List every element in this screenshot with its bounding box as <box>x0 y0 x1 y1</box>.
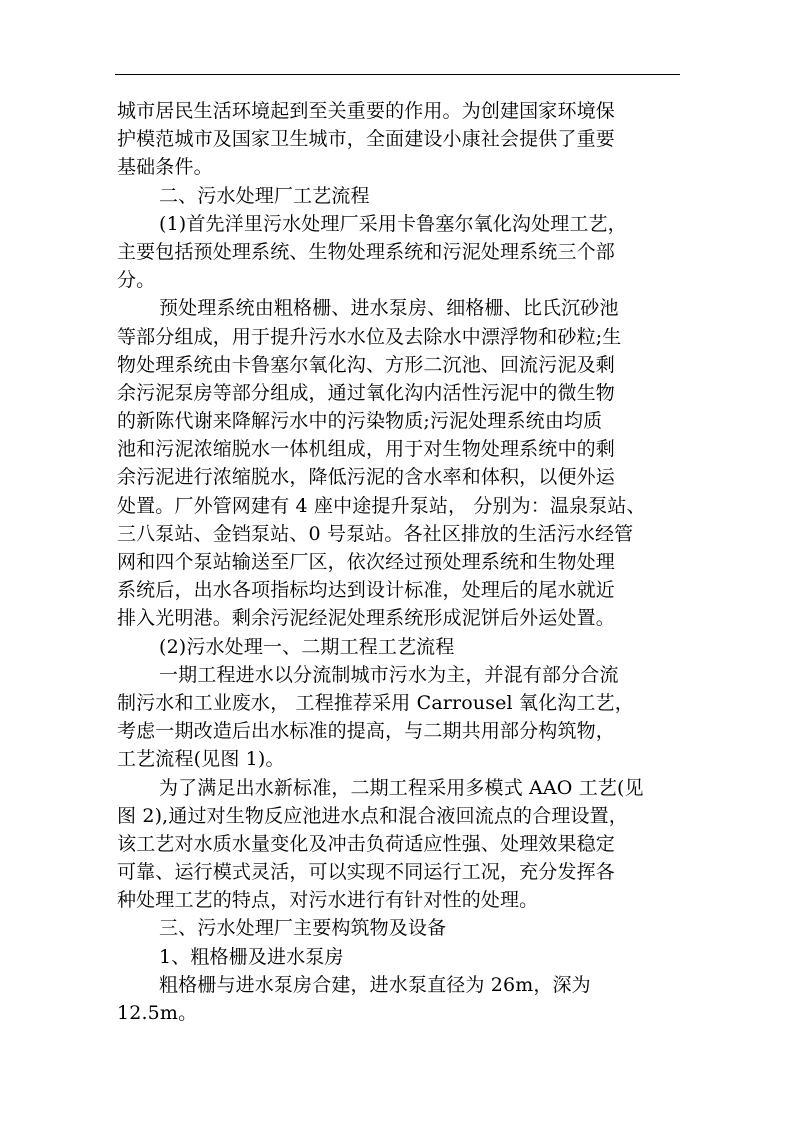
text-line: 护模范城市及国家卫生城市，全面建设小康社会提供了重要 <box>117 128 615 151</box>
text-line: (2)污水处理一、二期工程工艺流程 <box>159 635 455 658</box>
text-line: 物处理系统由卡鲁塞尔氧化沟、方形二沉池、回流污泥及剩 <box>117 353 615 376</box>
text-line: 二、污水处理厂工艺流程 <box>159 184 370 207</box>
text-line: 图 2),通过对生物反应池进水点和混合液回流点的合理设置， <box>117 804 628 827</box>
text-line: 处置。厂外管网建有 4 座中途提升泵站， 分别为：温泉泵站、 <box>117 494 646 517</box>
text-line: 三、污水处理厂主要构筑物及设备 <box>159 917 447 940</box>
text-line: 基础条件。 <box>117 156 213 179</box>
text-line: 主要包括预处理系统、生物处理系统和污泥处理系统三个部 <box>117 240 615 263</box>
text-line: 排入光明港。剩余污泥经泥处理系统形成泥饼后外运处置。 <box>117 607 615 630</box>
text-line: 城市居民生活环境起到至关重要的作用。为创建国家环境保 <box>117 100 615 122</box>
text-line: 考虑一期改造后出水标准的提高，与二期共用部分构筑物， <box>117 720 615 743</box>
text-line: 一期工程进水以分流制城市污水为主，并混有部分合流 <box>159 663 619 686</box>
text-line: 的新陈代谢来降解污水中的污染物质;污泥处理系统由均质 <box>117 410 603 433</box>
text-line: (1)首先洋里污水处理厂采用卡鲁塞尔氧化沟处理工艺， <box>159 212 627 235</box>
text-line: 系统后，出水各项指标均达到设计标准，处理后的尾水就近 <box>117 579 615 602</box>
text-line: 工艺流程(见图 1)。 <box>117 748 285 771</box>
text-line: 为了满足出水新标准，二期工程采用多模式 AAO 工艺(见 <box>159 776 644 799</box>
text-line: 分。 <box>117 269 156 292</box>
text-line: 粗格栅与进水泵房合建，进水泵直径为 26m，深为 <box>159 973 591 996</box>
text-line: 1、粗格栅及进水泵房 <box>159 945 344 968</box>
text-line: 网和四个泵站输送至厂区，依次经过预处理系统和生物处理 <box>117 551 615 573</box>
text-line: 可靠、运行模式灵活，可以实现不同运行工况，充分发挥各 <box>117 861 615 884</box>
text-line: 余污泥进行浓缩脱水，降低污泥的含水率和体积，以便外运 <box>117 466 615 489</box>
text-line: 预处理系统由粗格栅、进水泵房、细格栅、比氏沉砂池 <box>159 297 619 320</box>
text-line: 制污水和工业废水， 工程推荐采用 Carrousel 氧化沟工艺， <box>117 691 634 714</box>
text-line: 三八泵站、金铛泵站、0 号泵站。各社区排放的生活污水经管 <box>117 522 634 545</box>
text-line: 该工艺对水质水量变化及冲击负荷适应性强、处理效果稳定 <box>117 832 615 855</box>
document-body <box>117 97 687 1027</box>
text-line: 余污泥泵房等部分组成，通过氧化沟内活性污泥中的微生物 <box>117 381 615 404</box>
text-line: 12.5m。 <box>117 1002 198 1024</box>
text-line: 池和污泥浓缩脱水一体机组成，用于对生物处理系统中的剩 <box>117 438 615 461</box>
text-line: 等部分组成，用于提升污水水位及去除水中漂浮物和砂粒;生 <box>117 325 622 348</box>
text-line: 种处理工艺的特点，对污水进行有针对性的处理。 <box>117 889 539 912</box>
header-rule <box>115 74 680 75</box>
